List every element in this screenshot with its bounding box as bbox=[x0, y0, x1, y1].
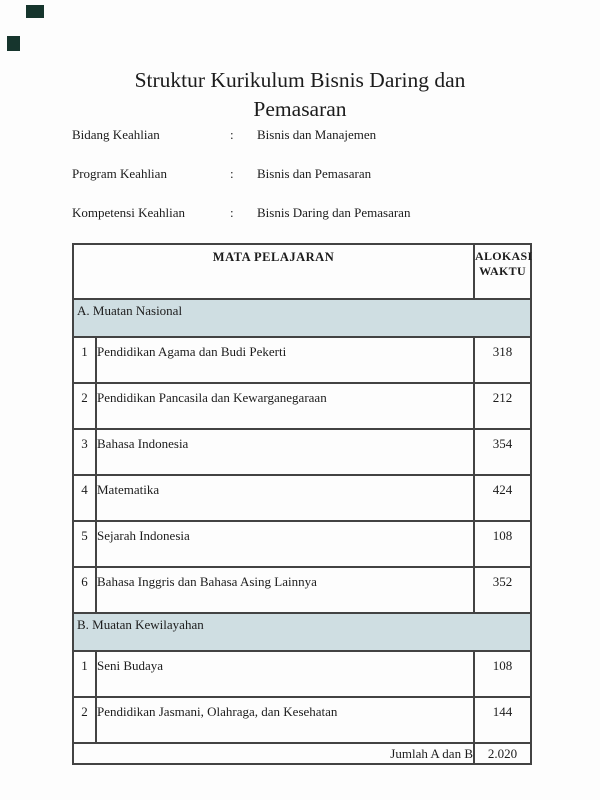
page-title bbox=[0, 66, 600, 124]
table-row bbox=[73, 429, 531, 475]
hours-value: 352 bbox=[474, 567, 531, 613]
meta-block bbox=[72, 127, 542, 244]
section-row-b bbox=[73, 613, 531, 651]
hours-value: 318 bbox=[474, 337, 531, 383]
subject-name: Pendidikan Agama dan Budi Pekerti bbox=[96, 337, 474, 383]
page-title-line-1: Struktur Kurikulum Bisnis Daring dan bbox=[134, 68, 466, 92]
table-row bbox=[73, 697, 531, 743]
table-row bbox=[73, 383, 531, 429]
meta-separator: : bbox=[230, 205, 234, 220]
hours-value: 424 bbox=[474, 475, 531, 521]
subject-name: Pendidikan Pancasila dan Kewarganegaraan bbox=[96, 383, 474, 429]
hours-value: 108 bbox=[474, 521, 531, 567]
row-number: 1 bbox=[73, 337, 96, 383]
section-label: B. Muatan Kewilayahan bbox=[73, 613, 531, 651]
column-header-mata-pelajaran: MATA PELAJARAN bbox=[73, 244, 474, 299]
table-header-row bbox=[73, 244, 531, 299]
meta-value: Bisnis dan Pemasaran bbox=[257, 166, 372, 181]
row-number: 4 bbox=[73, 475, 96, 521]
meta-label: Bidang Keahlian bbox=[72, 127, 160, 142]
hours-value: 212 bbox=[474, 383, 531, 429]
meta-row-bidang-keahlian bbox=[72, 127, 542, 145]
meta-value: Bisnis Daring dan Pemasaran bbox=[257, 205, 411, 220]
meta-label: Program Keahlian bbox=[72, 166, 167, 181]
table-row bbox=[73, 337, 531, 383]
total-value: 2.020 bbox=[474, 743, 531, 764]
row-number: 3 bbox=[73, 429, 96, 475]
section-label: A. Muatan Nasional bbox=[73, 299, 531, 337]
meta-row-program-keahlian bbox=[72, 166, 542, 184]
section-row-a bbox=[73, 299, 531, 337]
subject-name: Pendidikan Jasmani, Olahraga, dan Kesehatan bbox=[96, 697, 474, 743]
table-row bbox=[73, 651, 531, 697]
curriculum-table bbox=[72, 243, 532, 765]
meta-separator: : bbox=[230, 166, 234, 181]
subject-name: Matematika bbox=[96, 475, 474, 521]
column-header-alokasi-waktu: ALOKASI WAKTU bbox=[474, 244, 531, 299]
meta-row-kompetensi-keahlian bbox=[72, 205, 542, 223]
subject-name: Bahasa Indonesia bbox=[96, 429, 474, 475]
row-number: 6 bbox=[73, 567, 96, 613]
row-number: 5 bbox=[73, 521, 96, 567]
table-row bbox=[73, 521, 531, 567]
table-row bbox=[73, 475, 531, 521]
row-number: 2 bbox=[73, 383, 96, 429]
hours-value: 144 bbox=[474, 697, 531, 743]
subject-name: Bahasa Inggris dan Bahasa Asing Lainnya bbox=[96, 567, 474, 613]
hours-value: 108 bbox=[474, 651, 531, 697]
row-number: 2 bbox=[73, 697, 96, 743]
subject-name: Sejarah Indonesia bbox=[96, 521, 474, 567]
table-row bbox=[73, 567, 531, 613]
meta-label: Kompetensi Keahlian bbox=[72, 205, 185, 220]
meta-value: Bisnis dan Manajemen bbox=[257, 127, 377, 142]
hours-value: 354 bbox=[474, 429, 531, 475]
scan-artifact-mark-1 bbox=[26, 5, 44, 18]
meta-separator: : bbox=[230, 127, 234, 142]
subject-name: Seni Budaya bbox=[96, 651, 474, 697]
total-label: Jumlah A dan B bbox=[73, 743, 474, 764]
row-number: 1 bbox=[73, 651, 96, 697]
scan-artifact-mark-2 bbox=[7, 36, 20, 51]
page-title-line-2: Pemasaran bbox=[253, 97, 347, 121]
total-row bbox=[73, 743, 531, 764]
